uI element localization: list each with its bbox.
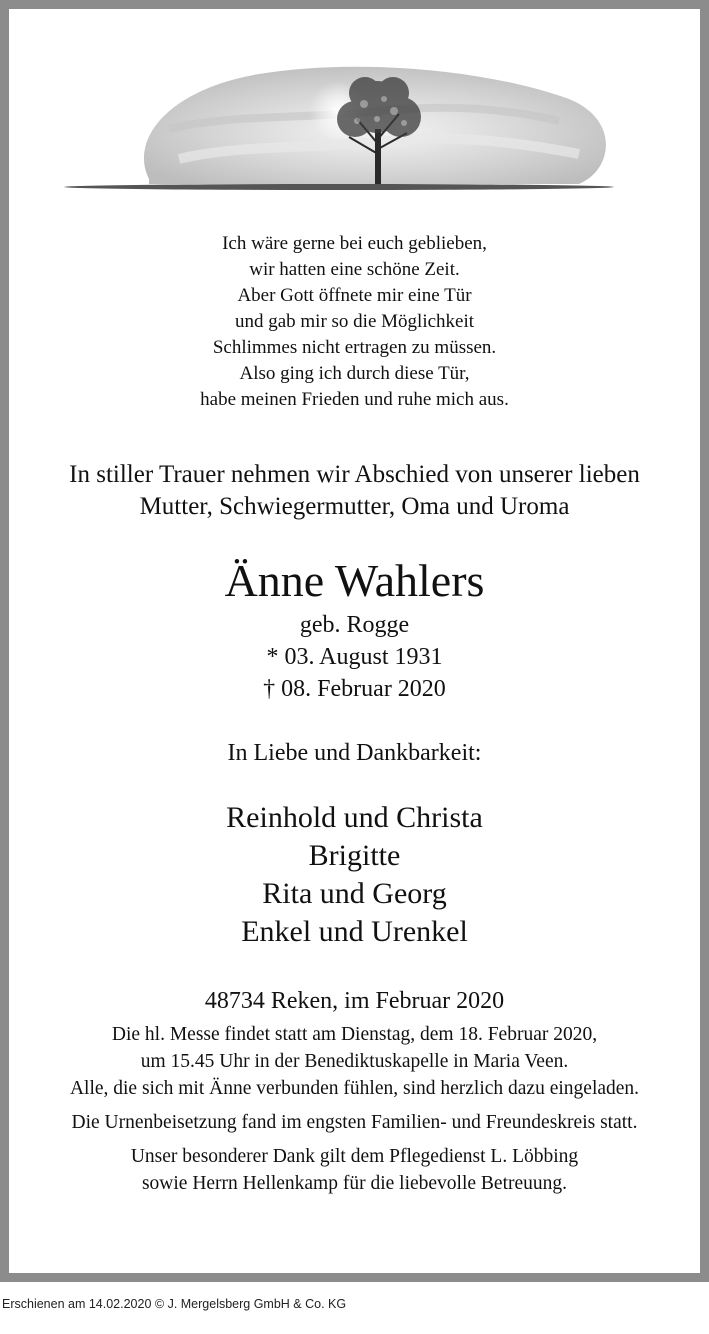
mourner: Enkel und Urenkel [241,915,468,948]
publication-footer: Erschienen am 14.02.2020 © J. Mergelsberg GmbH & Co. KG [2,1297,347,1311]
thanks-line: Unser besonderer Dank gilt dem Pflegedienst L. Löbbing [130,1146,579,1167]
poem-line: habe meinen Frieden und ruhe mich aus. [200,389,509,410]
deceased-name: Änne Wahlers [224,555,485,606]
poem-line: Ich wäre gerne bei euch geblieben, [222,233,487,254]
death-date: † 08. Februar 2020 [263,676,446,702]
poem-line: Also ging ich durch diese Tür, [239,363,470,384]
mass-notice-line: Alle, die sich mit Änne verbunden fühlen, sind herzlich dazu eingeladen. [69,1078,640,1099]
intro-line: Mutter, Schwiegermutter, Oma und Uroma [139,493,570,520]
mourner: Reinhold und Christa [226,801,483,834]
place-date: 48734 Reken, im Februar 2020 [204,988,505,1014]
intro-line: In stiller Trauer nehmen wir Abschied von unserer lieben [69,461,640,488]
mourner: Brigitte [308,839,401,872]
poem-line: Schlimmes nicht ertragen zu müssen. [212,337,497,358]
tree-landscape-image [59,49,619,209]
poem-line: und gab mir so die Möglichkeit [234,311,475,332]
thanks-line: sowie Herrn Hellenkamp für die liebevolle Betreuung. [141,1173,568,1194]
poem-line: Aber Gott öffnete mir eine Tür [237,285,472,306]
urn-notice: Die Urnenbeisetzung fand im engsten Familien- und Freundeskreis statt. [71,1112,638,1133]
mass-notice-line: um 15.45 Uhr in der Benediktuskapelle in Maria Veen. [140,1051,569,1072]
maiden-name: geb. Rogge [299,612,410,638]
mass-notice-line: Die hl. Messe findet statt am Dienstag, dem 18. Februar 2020, [111,1024,598,1045]
notices [9,1021,700,1197]
birth-date: * 03. August 1931 [266,644,443,670]
mourners-list [9,799,700,951]
intro-text [9,459,700,523]
dedication: In Liebe und Dankbarkeit: [227,740,482,766]
poem-line: wir hatten eine schöne Zeit. [249,259,460,280]
poem [9,231,700,413]
deceased-details [9,609,700,705]
mourner: Rita und Georg [262,877,447,910]
